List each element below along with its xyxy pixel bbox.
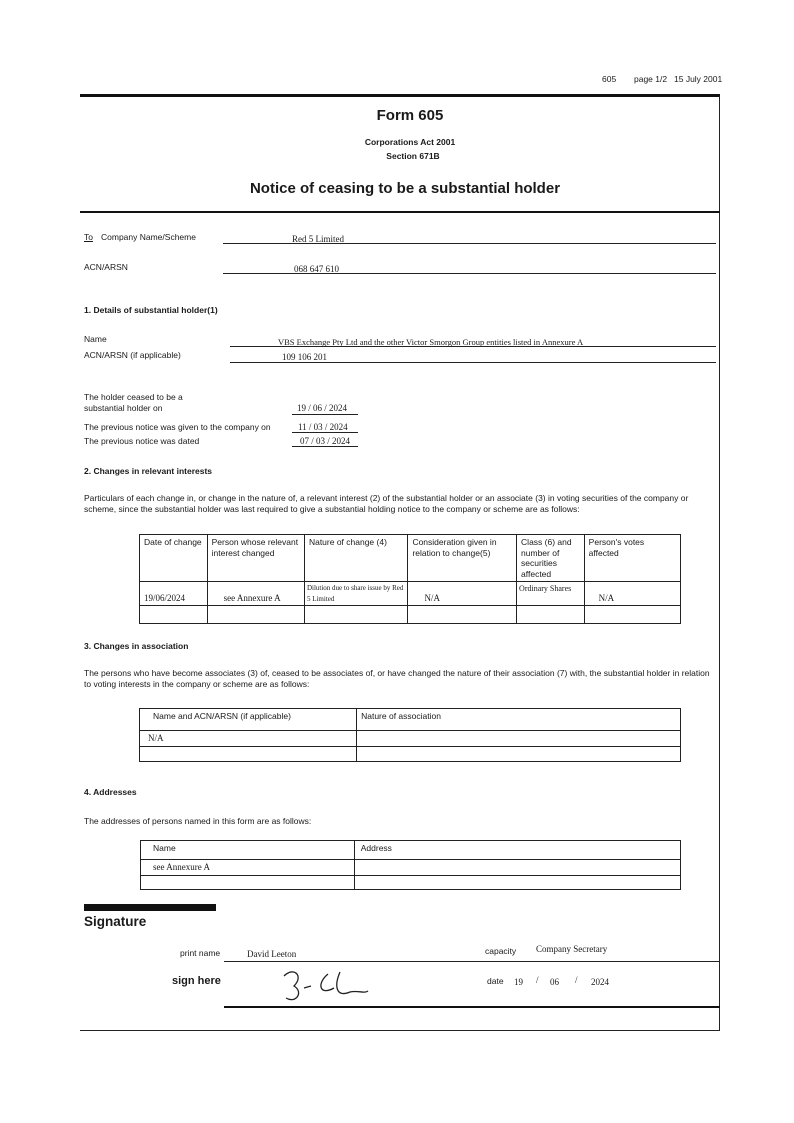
section4-intro: The addresses of persons named in this form are as follows:: [84, 816, 312, 826]
print-name-value: David Leeton: [247, 949, 297, 959]
company-acn-value: 068 647 610: [294, 264, 339, 274]
holder-name-value: VBS Exchange Pty Ltd and the other Victor Smorgon Group entities listed in Annexure A: [278, 337, 584, 347]
company-name-line: [223, 243, 716, 244]
capacity-value: Company Secretary: [536, 944, 608, 954]
holder-name-label: Name: [84, 334, 107, 344]
ceased-date-line: [292, 414, 358, 415]
section2-intro: Particulars of each change in, or change in the nature of, a relevant interest (2) of the substantial holder or an associate (3) in voting securities of the company or scheme, since the substantial holder was last required to give a substantial holding notice to the company or scheme are as follows:: [84, 493, 689, 514]
col-person-header: Person whose relevant interest changed: [207, 535, 304, 582]
col-consideration-header: Consideration given in relation to change(5): [408, 535, 517, 582]
empty-cell: [141, 875, 355, 889]
association-table: [139, 708, 681, 762]
handwritten-signature: [278, 964, 378, 1006]
empty-cell: [304, 606, 407, 624]
company-acn-line: [223, 273, 716, 274]
table-row: [140, 731, 681, 747]
prev-dated-date: 07 / 03 / 2024: [300, 436, 351, 446]
cell-consideration: N/A: [408, 582, 517, 606]
date-day: 19: [514, 977, 523, 987]
section1-heading: 1. Details of substantial holder(1): [84, 305, 218, 315]
empty-cell: [207, 606, 304, 624]
holder-name-line: [230, 346, 716, 347]
empty-cell: [517, 606, 585, 624]
signature-bar: [84, 904, 216, 911]
col-association-header: Nature of association: [357, 709, 681, 731]
date-label: date: [487, 976, 504, 986]
cell-assoc-nature: [357, 731, 681, 747]
table-row: [140, 746, 681, 761]
prev-given-label: The previous notice was given to the company on: [84, 422, 271, 432]
section-title: Section 671B: [386, 151, 440, 161]
form-date: 15 July 2001: [674, 74, 723, 84]
title-rule: [80, 211, 720, 213]
form-title: Form 605: [376, 107, 444, 124]
page-indicator: page 1/2: [634, 74, 668, 84]
cell-nature: Dilution due to share issue by Red 5 Limited: [304, 582, 407, 606]
sign-here-label: sign here: [172, 975, 221, 987]
empty-cell: [584, 606, 680, 624]
prev-given-date: 11 / 03 / 2024: [298, 422, 348, 432]
print-name-line: [224, 961, 720, 962]
ceased-label-2: substantial holder on: [84, 403, 163, 413]
prev-dated-label: The previous notice was dated: [84, 436, 200, 446]
holder-acn-line: [230, 362, 716, 363]
capacity-label: capacity: [485, 946, 517, 956]
cell-addr-name: see Annexure A: [141, 860, 355, 876]
empty-cell: [354, 875, 680, 889]
changes-table: [139, 534, 681, 624]
date-sep-2: /: [575, 975, 578, 985]
ceased-date: 19 / 06 / 2024: [297, 403, 348, 413]
table-row: [140, 606, 681, 624]
company-name-value: Red 5 Limited: [292, 234, 344, 244]
col-date-header: Date of change: [140, 535, 208, 582]
col-votes-header: Person's votes affected: [584, 535, 680, 582]
date-sep-1: /: [536, 975, 539, 985]
section2-heading: 2. Changes in relevant interests: [84, 466, 213, 476]
section4-heading: 4. Addresses: [84, 787, 137, 797]
table-row: [141, 860, 681, 876]
empty-cell: [408, 606, 517, 624]
form-number: 605: [602, 74, 617, 84]
col-nature-header: Nature of change (4): [304, 535, 407, 582]
col-address-header: Address: [354, 841, 680, 860]
cell-assoc-name: N/A: [140, 731, 357, 747]
table-row: [141, 875, 681, 889]
col-class-header: Class (6) and number of securities affected: [517, 535, 585, 582]
to-label: To: [84, 232, 93, 242]
empty-cell: [357, 746, 681, 761]
col-addr-name-header: Name: [141, 841, 355, 860]
print-name-label: print name: [180, 948, 221, 958]
cell-addr-value: [354, 860, 680, 876]
col-name-acn-header: Name and ACN/ARSN (if applicable): [140, 709, 357, 731]
prev-dated-line: [292, 446, 358, 447]
empty-cell: [140, 606, 208, 624]
table-row: [140, 582, 681, 606]
cell-votes: N/A: [584, 582, 680, 606]
section3-heading: 3. Changes in association: [84, 641, 189, 651]
prev-given-line: [292, 432, 358, 433]
holder-acn-value: 109 106 201: [282, 352, 327, 362]
holder-acn-label: ACN/ARSN (if applicable): [84, 350, 181, 360]
ceased-label-1: The holder ceased to be a: [84, 392, 183, 402]
date-year: 2024: [591, 977, 609, 987]
cell-class: Ordinary Shares: [517, 582, 585, 606]
cell-date: 19/06/2024: [140, 582, 208, 606]
addresses-table: [140, 840, 681, 890]
date-month: 06: [550, 977, 559, 987]
signature-rule: [224, 1006, 720, 1008]
right-border: [719, 96, 720, 1031]
cell-person: see Annexure A: [207, 582, 304, 606]
empty-cell: [140, 746, 357, 761]
act-title: Corporations Act 2001: [364, 137, 456, 147]
section3-intro: The persons who have become associates (3) of, ceased to be associates of, or have changed the nature of their association (7) with, the substantial holder in relation to voting interests in the company or scheme are as follows:: [84, 668, 710, 689]
company-name-label: Company Name/Scheme: [101, 232, 196, 242]
signature-heading: Signature: [84, 914, 147, 929]
company-acn-label: ACN/ARSN: [84, 262, 128, 272]
notice-title: Notice of ceasing to be a substantial holder: [249, 180, 561, 197]
bottom-rule: [80, 1030, 720, 1031]
top-rule: [80, 94, 720, 97]
